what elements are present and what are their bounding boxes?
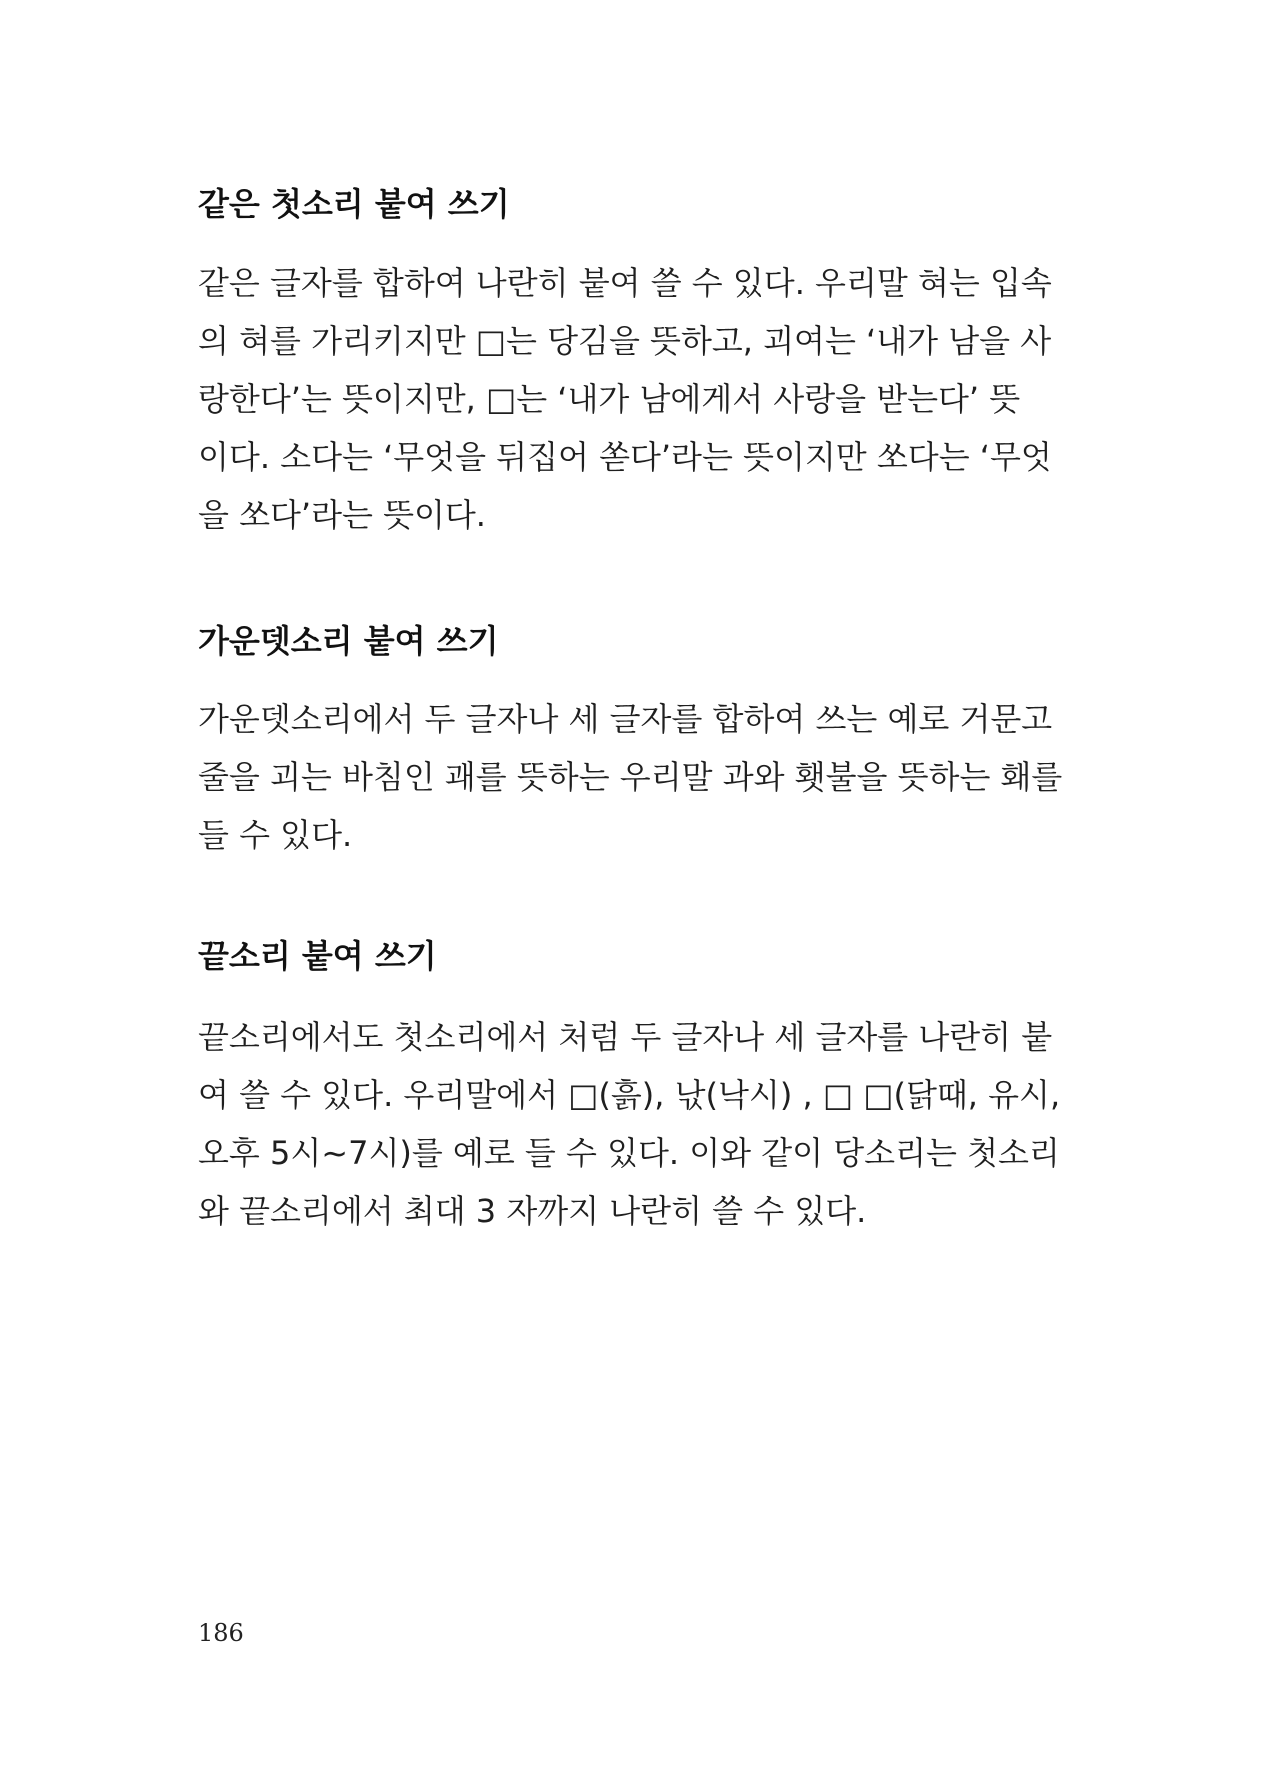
paragraph-line: 와 끝소리에서 최대 3 자까지 나란히 쓸 수 있다. — [198, 1192, 867, 1230]
paragraph-line: 의 혀를 가리키지만 □는 당김을 뜻하고, 괴여는 ‘내가 남을 사 — [198, 322, 1052, 360]
paragraph-line: 줄을 괴는 바침인 괘를 뜻하는 우리말 과와 횃불을 뜻하는 홰를 — [198, 758, 1063, 796]
paragraph-line: 같은 글자를 합하여 나란히 붙여 쓸 수 있다. 우리말 혀는 입속 — [198, 264, 1052, 302]
paragraph-line: 가운뎃소리에서 두 글자나 세 글자를 합하여 쓰는 예로 거문고 — [198, 700, 1053, 738]
paragraph-line: 랑한다’는 뜻이지만, □는 ‘내가 남에게서 사랑을 받는다’ 뜻 — [198, 380, 1021, 418]
section-heading-1: 같은 첫소리 붙여 쓰기 — [198, 185, 510, 223]
paragraph-line: 들 수 있다. — [198, 816, 353, 854]
section-heading-2: 가운뎃소리 붙여 쓰기 — [198, 622, 499, 660]
paragraph-line: 이다. 소다는 ‘무엇을 뒤집어 쏟다’라는 뜻이지만 쏘다는 ‘무엇 — [198, 438, 1052, 476]
section-paragraph-2 — [198, 690, 1098, 864]
paragraph-line: 오후 5시~7시)를 예로 들 수 있다. 이와 같이 당소리는 첫소리 — [198, 1134, 1060, 1172]
section-paragraph-3 — [198, 1008, 1098, 1240]
section-heading-3: 끝소리 붙여 쓰기 — [198, 937, 437, 975]
paragraph-line: 여 쓸 수 있다. 우리말에서 □(흙), 낛(낙시) , □ □(닭때, 유시, — [198, 1076, 1061, 1114]
paragraph-line: 끝소리에서도 첫소리에서 처럼 두 글자나 세 글자를 나란히 붙 — [198, 1018, 1053, 1056]
section-paragraph-1 — [198, 254, 1098, 544]
paragraph-line: 을 쏘다’라는 뜻이다. — [198, 496, 486, 534]
page-number: 186 — [198, 1619, 244, 1647]
